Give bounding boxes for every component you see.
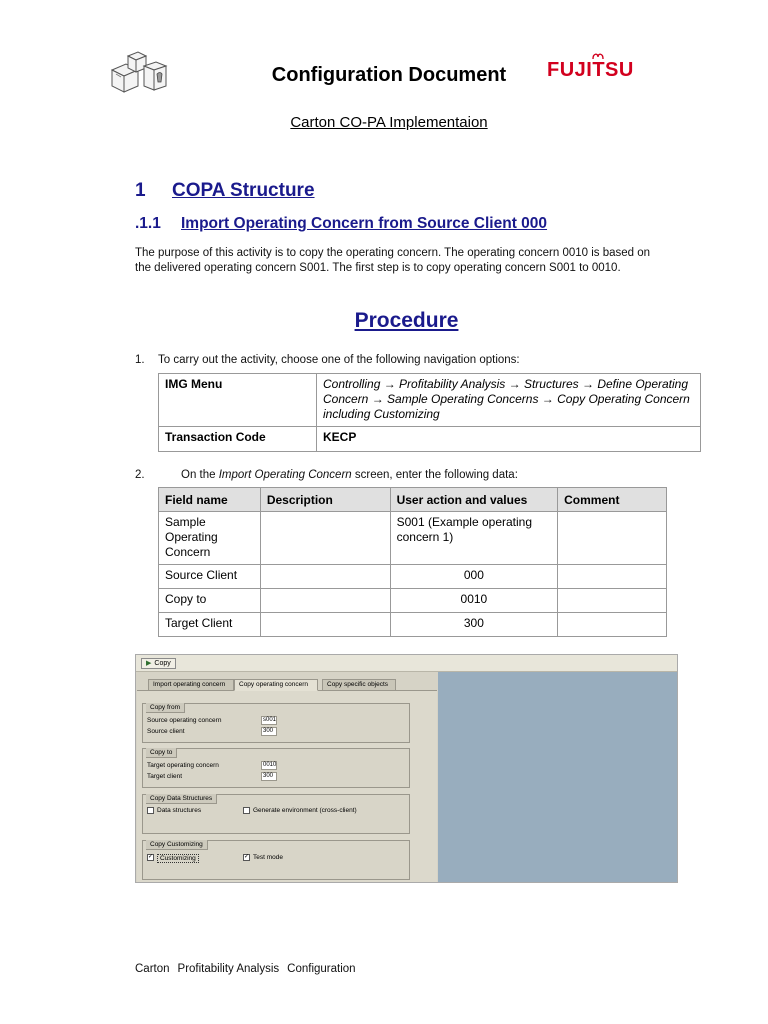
table-cell xyxy=(558,565,667,589)
column-header: Description xyxy=(260,488,390,512)
table-cell xyxy=(260,512,390,565)
table-cell xyxy=(558,613,667,637)
step-2-suffix: screen, enter the following data: xyxy=(351,469,518,481)
footer-item: Carton xyxy=(135,963,170,975)
table-cell: 000 xyxy=(390,565,558,589)
step-2-screen-name: Import Operating Concern xyxy=(218,469,352,481)
fujitsu-logo: FUJITSU xyxy=(547,59,634,81)
target-concern-field[interactable]: 0010 xyxy=(263,762,277,768)
test-mode-checkbox[interactable]: ✓ xyxy=(244,854,250,860)
copy-button-label: Copy xyxy=(154,660,171,667)
img-menu-label: IMG Menu xyxy=(159,374,317,427)
step-1 xyxy=(135,354,520,366)
table-cell: 300 xyxy=(390,613,558,637)
target-client-field[interactable]: 300 xyxy=(261,772,277,781)
step-2-number: 2. xyxy=(135,469,145,481)
step-1-text: To carry out the activity, choose one of the following navigation options: xyxy=(158,354,520,366)
section-heading xyxy=(135,180,315,202)
sap-tab-panel xyxy=(137,690,437,883)
subsection-heading xyxy=(135,215,547,233)
table-cell xyxy=(260,613,390,637)
transaction-code-label: Transaction Code xyxy=(159,427,317,452)
table-row xyxy=(159,512,667,565)
group-title: Copy to xyxy=(146,748,177,758)
table-cell xyxy=(558,589,667,613)
group-title: Copy Data Structures xyxy=(146,794,217,804)
subsection-number: .1.1 xyxy=(135,215,161,232)
table-row xyxy=(159,374,701,427)
group-title: Copy Customizing xyxy=(146,840,208,850)
data-structures-checkbox[interactable] xyxy=(147,807,154,814)
document-subtitle: Carton CO-PA Implementaion xyxy=(290,114,488,131)
sap-toolbar xyxy=(136,655,677,672)
table-row xyxy=(159,565,667,589)
page-footer xyxy=(135,963,364,975)
source-client-field[interactable]: 300 xyxy=(261,727,277,736)
column-header: User action and values xyxy=(390,488,558,512)
table-cell: 0010 xyxy=(390,589,558,613)
copy-to-group xyxy=(142,748,410,788)
source-client-label: Source client xyxy=(147,728,185,735)
fujitsu-swirl-icon xyxy=(591,51,605,61)
section-title[interactable]: COPA Structure xyxy=(172,180,315,201)
table-cell: Target Client xyxy=(159,613,261,637)
generate-environment-checkbox[interactable] xyxy=(243,807,250,814)
customizing-label: Customizing xyxy=(157,854,199,863)
source-concern-label: Source operating concern xyxy=(147,717,222,724)
step-2-prefix: On the xyxy=(181,469,219,481)
img-menu-path: Controlling → Profitability Analysis → Structures → Define Operating Concern → Sample Operating Concerns → Copy Operating Concern including Customizing xyxy=(317,374,701,427)
table-header-row xyxy=(159,488,667,512)
execute-icon: ▶ xyxy=(146,660,152,667)
test-mode-label: Test mode xyxy=(253,854,283,861)
procedure-heading: Procedure xyxy=(354,309,459,332)
column-header: Field name xyxy=(159,488,261,512)
section-number: 1 xyxy=(135,180,146,201)
table-cell xyxy=(260,589,390,613)
navigation-table xyxy=(158,373,701,452)
source-concern-field[interactable]: s001 xyxy=(263,717,277,723)
tab-copy-operating-concern[interactable]: Copy operating concern xyxy=(234,679,318,691)
table-cell: Sample Operating Concern xyxy=(159,512,261,565)
step-1-number: 1. xyxy=(135,354,145,366)
table-cell xyxy=(260,565,390,589)
copy-customizing-group xyxy=(142,840,410,880)
target-concern-label: Target operating concern xyxy=(147,762,219,769)
field-values-table xyxy=(158,487,667,637)
step-2 xyxy=(135,469,518,481)
copy-data-structures-group xyxy=(142,794,410,834)
sap-screenshot xyxy=(135,654,678,883)
generate-environment-label: Generate environment (cross-client) xyxy=(253,807,357,814)
column-header: Comment xyxy=(558,488,667,512)
table-cell: S001 (Example operating concern 1) xyxy=(390,512,558,565)
table-row xyxy=(159,427,701,452)
table-row xyxy=(159,589,667,613)
group-title: Copy from xyxy=(146,703,185,713)
target-client-label: Target client xyxy=(147,773,183,780)
tab-import-operating-concern[interactable]: Import operating concern xyxy=(148,679,234,691)
customizing-checkbox[interactable]: ✓ xyxy=(148,854,154,860)
table-cell: Source Client xyxy=(159,565,261,589)
intro-paragraph: The purpose of this activity is to copy the operating concern. The operating concern 0010 is based on the delivered operating concern S001. The first step is to copy operating concern S001 to 0010. xyxy=(135,247,651,274)
copy-from-group xyxy=(142,703,410,743)
table-cell xyxy=(558,512,667,565)
tab-copy-specific-objects[interactable]: Copy specific objects xyxy=(322,679,396,691)
table-cell: Copy to xyxy=(159,589,261,613)
document-title: Configuration Document xyxy=(271,64,507,86)
sap-empty-area xyxy=(438,672,678,883)
data-structures-label: Data structures xyxy=(157,807,202,814)
table-row xyxy=(159,613,667,637)
subsection-title[interactable]: Import Operating Concern from Source Client 000 xyxy=(181,215,548,232)
copy-button[interactable] xyxy=(141,658,176,669)
transaction-code-value: KECP xyxy=(317,427,701,452)
footer-item: Configuration xyxy=(287,963,356,975)
footer-item: Profitability Analysis xyxy=(177,963,280,975)
